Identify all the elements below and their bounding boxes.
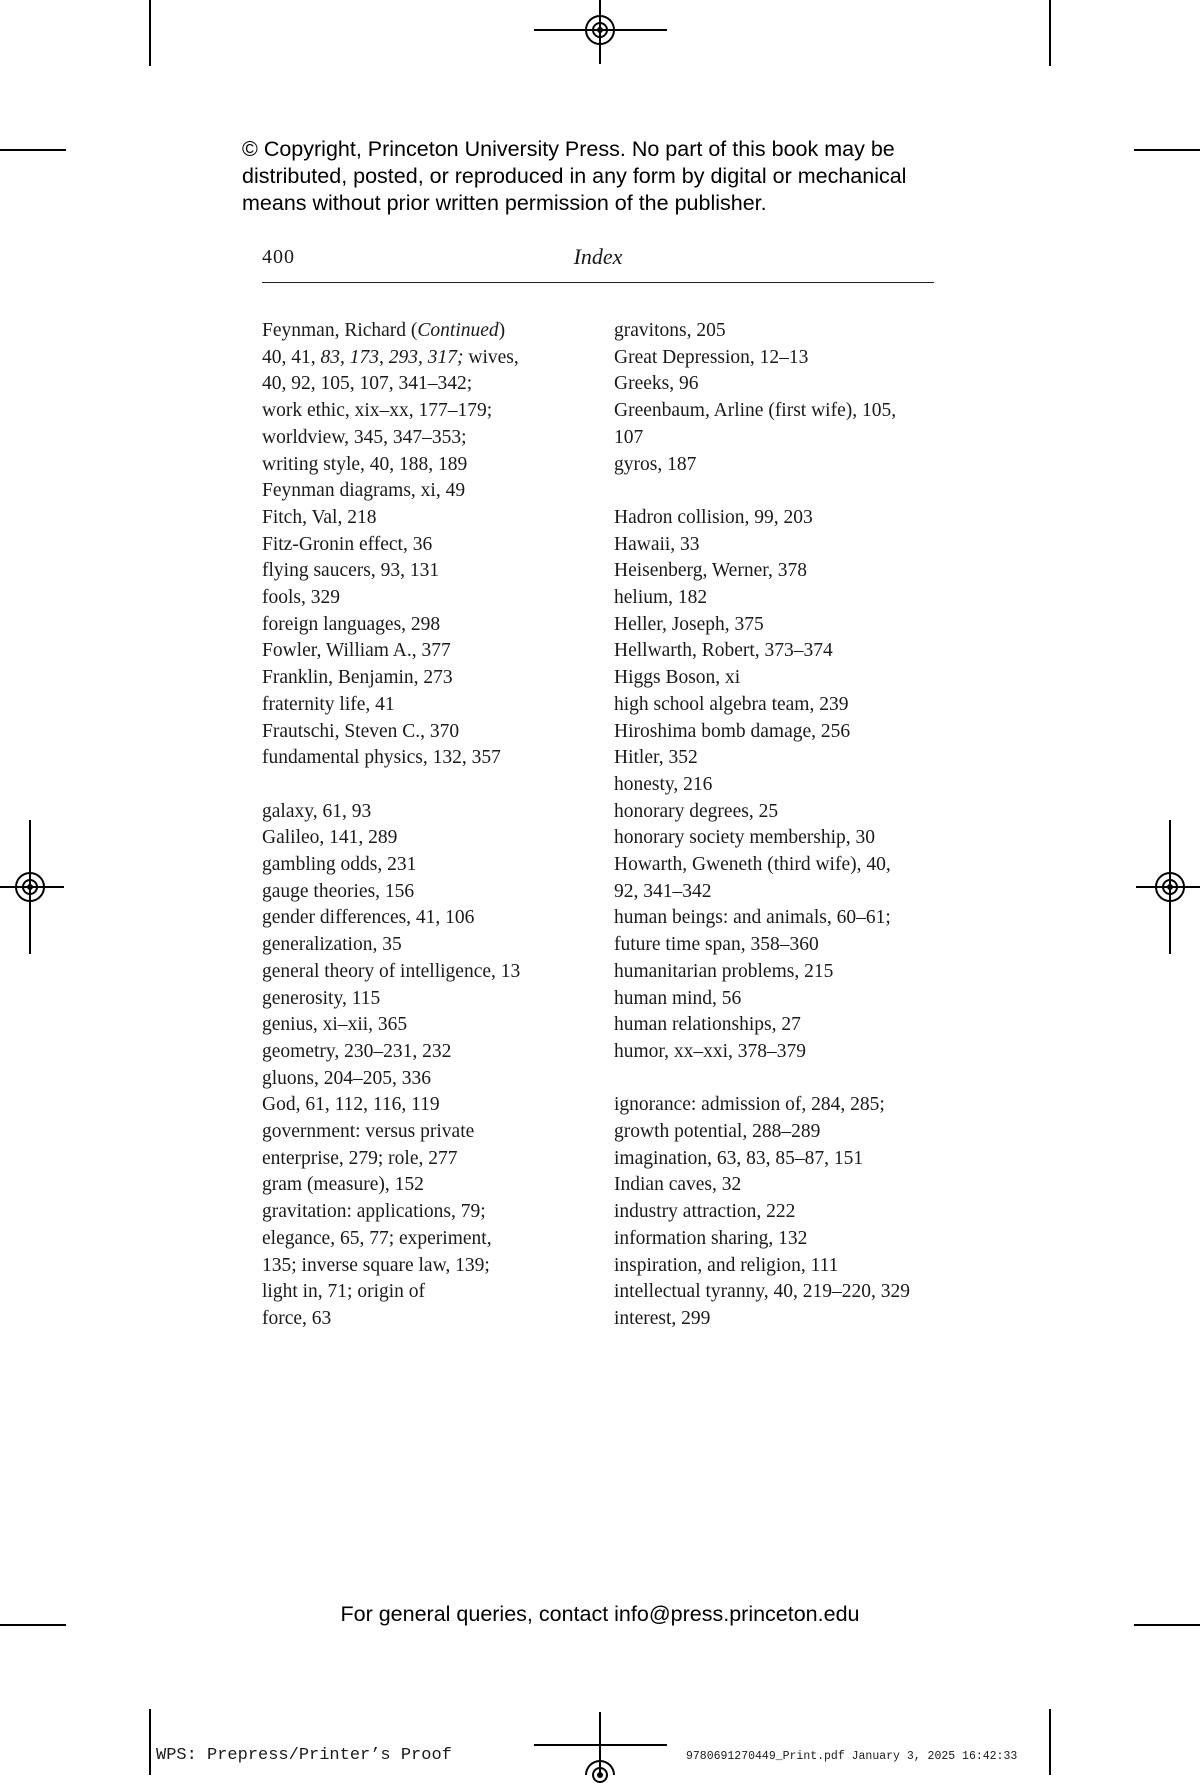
index-entry-line: gram (measure), 152 xyxy=(262,1174,424,1196)
index-entry xyxy=(614,612,944,639)
index-column-right xyxy=(614,318,944,1333)
index-entry-line: Greenbaum, Arline (first wife), 105, xyxy=(614,400,897,422)
index-entry xyxy=(262,799,592,826)
index-entry xyxy=(262,505,592,532)
index-entry xyxy=(262,1172,592,1199)
running-head xyxy=(262,246,934,283)
index-entry xyxy=(614,532,944,559)
index-entry xyxy=(262,692,592,719)
index-entry xyxy=(262,905,592,932)
index-entry xyxy=(614,799,944,826)
index-entry-line: work ethic, xix–xx, 177–179; xyxy=(262,400,493,422)
index-entry-line: gluons, 204–205, 336 xyxy=(262,1067,432,1089)
index-entry-line: worldview, 345, 347–353; xyxy=(262,426,467,448)
index-entry xyxy=(614,1199,944,1226)
index-entry-line: force, 63 xyxy=(262,1308,332,1329)
index-entry-line: fundamental physics, 132, 357 xyxy=(262,747,501,769)
index-entry-line: Feynman, Richard (Continued) xyxy=(262,320,506,341)
index-entry-line: Hiroshima bomb damage, 256 xyxy=(614,720,851,742)
index-entry-line: enterprise, 279; role, 277 xyxy=(262,1147,458,1169)
index-entry-line: ignorance: admission of, 284, 285; xyxy=(614,1094,885,1116)
index-entry xyxy=(614,371,944,398)
index-entry xyxy=(614,638,944,665)
index-entry xyxy=(614,1306,944,1333)
index-entry xyxy=(262,1119,592,1172)
letter-group-gap xyxy=(262,772,592,799)
index-entry-line: 40, 41, 83, 173, 293, 317; wives, xyxy=(262,346,519,368)
index-entry xyxy=(614,318,944,345)
index-entry-line: writing style, 40, 188, 189 xyxy=(262,453,468,475)
index-entry-line: humor, xx–xxi, 378–379 xyxy=(614,1040,807,1062)
crop-mark xyxy=(149,0,151,66)
index-entry-line: light in, 71; origin of xyxy=(262,1281,426,1303)
index-entry xyxy=(614,745,944,772)
index-entry xyxy=(262,1092,592,1119)
index-entry xyxy=(262,959,592,986)
registration-mark-icon xyxy=(585,1760,615,1775)
index-entry-line: 135; inverse square law, 139; xyxy=(262,1254,490,1276)
index-entry-line: Heller, Joseph, 375 xyxy=(614,613,764,635)
file-slug: 9780691270449_Print.pdf January 3, 2025 16:42:33 xyxy=(686,1750,1018,1763)
registration-mark-icon xyxy=(585,15,615,45)
index-entry-line: intellectual tyranny, 40, 219–220, 329 xyxy=(614,1281,911,1303)
index-entry-line: industry attraction, 222 xyxy=(614,1201,796,1223)
index-entry-line: helium, 182 xyxy=(614,587,708,609)
copyright-line: distributed, posted, or reproduced in any form by digital or mechanical xyxy=(242,164,907,188)
page-number: 400 xyxy=(262,246,295,268)
index-entry-line: honesty, 216 xyxy=(614,773,713,795)
index-entry xyxy=(614,825,944,852)
index-entry-line: 92, 341–342 xyxy=(614,880,712,902)
index-entry xyxy=(614,986,944,1013)
index-entry-line: honorary society membership, 30 xyxy=(614,827,876,849)
index-entry xyxy=(614,719,944,746)
index-entry-line: humanitarian problems, 215 xyxy=(614,960,834,982)
index-entry-line: honorary degrees, 25 xyxy=(614,800,779,822)
crop-mark xyxy=(1134,149,1200,151)
index-entry xyxy=(262,719,592,746)
index-entry-line: interest, 299 xyxy=(614,1307,711,1329)
index-entry-line: Hellwarth, Robert, 373–374 xyxy=(614,640,833,662)
index-entry-line: high school algebra team, 239 xyxy=(614,693,849,715)
index-entry-line: government: versus private xyxy=(262,1121,475,1143)
index-entry-line: growth potential, 288–289 xyxy=(614,1121,821,1143)
index-entry xyxy=(614,959,944,986)
index-entry xyxy=(614,1039,944,1066)
index-entry xyxy=(262,638,592,665)
index-entry xyxy=(262,852,592,879)
index-column-left xyxy=(262,318,592,1333)
index-entry-line: Greeks, 96 xyxy=(614,373,699,395)
index-entry xyxy=(262,1199,592,1333)
index-entry-line: Fitch, Val, 218 xyxy=(262,506,377,528)
copyright-notice xyxy=(242,136,962,217)
index-entry-line: 40, 92, 105, 107, 341–342; xyxy=(262,373,473,395)
index-entry-line: Hawaii, 33 xyxy=(614,533,700,555)
index-entry xyxy=(614,585,944,612)
index-entry-line: Indian caves, 32 xyxy=(614,1174,742,1196)
index-entry-line: geometry, 230–231, 232 xyxy=(262,1040,452,1062)
index-entry-line: gravitation: applications, 79; xyxy=(262,1201,486,1223)
index-entry-line: future time span, 358–360 xyxy=(614,934,819,956)
index-entry-line: inspiration, and religion, 111 xyxy=(614,1254,839,1276)
index-entry-line: elegance, 65, 77; experiment, xyxy=(262,1227,492,1249)
index-entry-line: general theory of intelligence, 13 xyxy=(262,960,521,982)
registration-mark-icon xyxy=(15,872,45,902)
index-entry-line: Hitler, 352 xyxy=(614,747,698,769)
index-entry xyxy=(614,665,944,692)
index-entry-line: human mind, 56 xyxy=(614,987,742,1009)
index-entry xyxy=(262,532,592,559)
index-entry-line: information sharing, 132 xyxy=(614,1227,808,1249)
index-entry xyxy=(262,558,592,585)
index-entry-line: galaxy, 61, 93 xyxy=(262,800,372,822)
index-entry xyxy=(262,612,592,639)
index-entry xyxy=(262,318,592,478)
index-entry xyxy=(262,986,592,1013)
index-entry-line: Galileo, 141, 289 xyxy=(262,827,398,849)
index-entry-line: Fowler, William A., 377 xyxy=(262,640,451,662)
index-entry-line: Fitz-Gronin effect, 36 xyxy=(262,533,433,555)
index-entry-line: generalization, 35 xyxy=(262,934,402,956)
index-entry-line: genius, xi–xii, 365 xyxy=(262,1014,408,1036)
crop-mark xyxy=(149,1709,151,1775)
index-entry xyxy=(262,825,592,852)
index-entry xyxy=(262,585,592,612)
crop-mark xyxy=(1049,0,1051,66)
index-entry-line: imagination, 63, 83, 85–87, 151 xyxy=(614,1147,864,1169)
index-entry xyxy=(614,772,944,799)
index-entry-line: Feynman diagrams, xi, 49 xyxy=(262,480,466,502)
index-entry-line: gauge theories, 156 xyxy=(262,880,415,902)
index-entry-line: Franklin, Benjamin, 273 xyxy=(262,667,453,689)
index-entry-line: gravitons, 205 xyxy=(614,320,726,341)
index-entry xyxy=(262,1012,592,1039)
index-entry xyxy=(614,398,944,451)
index-entry-line: Heisenberg, Werner, 378 xyxy=(614,560,807,582)
index-entry xyxy=(614,505,944,532)
index-entry-line: generosity, 115 xyxy=(262,987,381,1009)
index-entry-line: fools, 329 xyxy=(262,587,340,609)
index-entry-line: God, 61, 112, 116, 119 xyxy=(262,1094,440,1116)
index-entry xyxy=(262,745,592,772)
index-entry xyxy=(262,932,592,959)
index-entry-line: gyros, 187 xyxy=(614,453,697,475)
index-entry xyxy=(262,1039,592,1066)
index-entry-line: foreign languages, 298 xyxy=(262,613,441,635)
index-entry-line: flying saucers, 93, 131 xyxy=(262,560,440,582)
crop-mark xyxy=(0,149,66,151)
crop-mark xyxy=(1049,1709,1051,1775)
index-entry xyxy=(614,345,944,372)
index-entry xyxy=(614,452,944,479)
index-entry-line: human beings: and animals, 60–61; xyxy=(614,907,891,929)
index-entry xyxy=(614,1226,944,1253)
index-entry-line: human relationships, 27 xyxy=(614,1014,801,1036)
index-entry xyxy=(614,905,944,958)
letter-group-gap xyxy=(614,1066,944,1093)
index-entry xyxy=(262,1066,592,1093)
index-entry xyxy=(614,1279,944,1306)
copyright-line: © Copyright, Princeton University Press. No part of this book may be xyxy=(242,137,895,161)
index-entry-line: Hadron collision, 99, 203 xyxy=(614,506,813,528)
index-entry xyxy=(614,558,944,585)
footer-contact: For general queries, contact info@press.princeton.edu xyxy=(340,1602,860,1626)
index-entry-line: Frautschi, Steven C., 370 xyxy=(262,720,460,742)
index-entry-line: 107 xyxy=(614,426,644,448)
index-entry-line: gender differences, 41, 106 xyxy=(262,907,475,929)
index-entry xyxy=(614,1012,944,1039)
index-entry-line: gambling odds, 231 xyxy=(262,854,417,876)
proof-slug: WPS: Prepress/Printer’s Proof xyxy=(156,1746,452,1765)
index-entry xyxy=(614,692,944,719)
index-entry xyxy=(614,852,944,905)
index-entry-line: Howarth, Gweneth (third wife), 40, xyxy=(614,854,891,876)
index-entry xyxy=(262,879,592,906)
index-entry xyxy=(614,1253,944,1280)
registration-mark-icon xyxy=(1155,872,1185,902)
index-entry xyxy=(614,1092,944,1145)
letter-group-gap xyxy=(614,478,944,505)
index-entry-line: Great Depression, 12–13 xyxy=(614,346,809,368)
copyright-line: means without prior written permission of the publisher. xyxy=(242,191,767,215)
index-entry xyxy=(614,1146,944,1173)
index-entry xyxy=(614,1172,944,1199)
index-entry xyxy=(262,665,592,692)
index-entry-line: Higgs Boson, xi xyxy=(614,667,741,689)
index-entry-line: fraternity life, 41 xyxy=(262,693,395,715)
index-entry xyxy=(262,478,592,505)
section-title: Index xyxy=(573,244,623,269)
